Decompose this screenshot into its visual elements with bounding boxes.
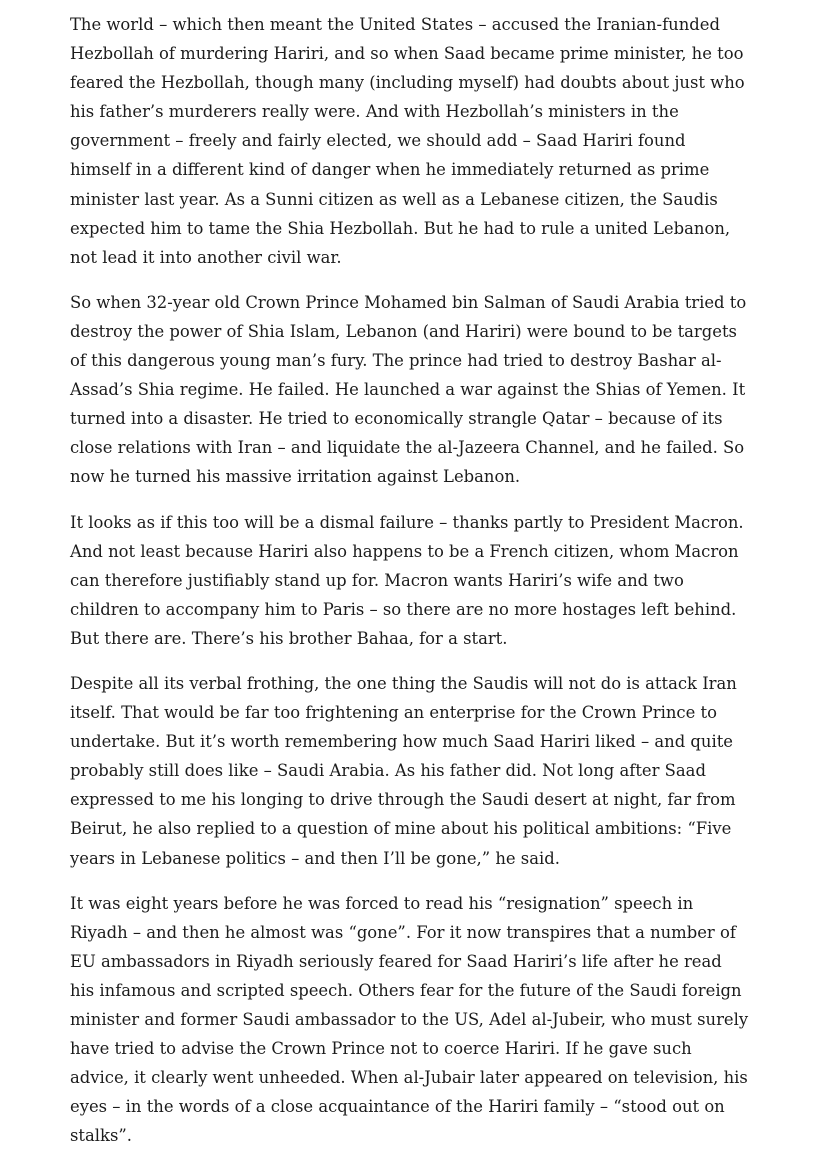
paragraph-1: The world – which then meant the United States – accused the Iranian-funded Hezbollah of murdering Hariri, and so when Saad became prime minister, he too feared the Hezbollah, though many (including myself) had doubts about just who his father’s murderers really were. And with Hezbollah’s ministers in the government – freely and fairly elected, we should add – Saad Hariri found himself in a different kind of danger when he immediately returned as prime minister last year. As a Sunni citizen as well as a Lebanese citizen, the Saudis expected him to tame the Shia Hezbollah. But he had to rule a united Lebanon, not lead it into another civil war. xyxy=(70,15,745,267)
paragraph-5: It was eight years before he was forced to read his “resignation” speech in Riyadh – and then he almost was “gone”. For it now transpires that a number of EU ambassadors in Riyadh seriously feared for Saad Hariri’s life after he read his infamous and scripted speech. Others fear for the future of the Saudi foreign minister and former Saudi ambassador to the US, Adel al-Jubeir, who must surely have tried to advise the Crown Prince not to coerce Hariri. If he gave such advice, it clearly went unheeded. When al-Jubair later appeared on television, his eyes – in the words of a close acquaintance of the Hariri family – “stood out on stalks”. xyxy=(70,893,749,1146)
paragraph-4: Despite all its verbal frothing, the one thing the Saudis will not do is attack Iran itself. That would be far too frightening an enterprise for the Crown Prince to undertake. But it’s worth remembering how much Saad Hariri liked – and quite probably still does like – Saudi Arabia. As his father did. Not long after Saad expressed to me his longing to drive through the Saudi desert at night, far from Beirut, he also replied to a question of mine about his political ambitions: “Five years in Lebanese politics – and then I’ll be gone,” he said. xyxy=(70,673,737,868)
paragraph-3: It looks as if this too will be a dismal failure – thanks partly to President Macron. And not least because Hariri also happens to be a French citizen, whom Macron can therefore justifiably stand up for. Macron wants Hariri’s wife and two children to accompany him to Paris – so there are no more hostages left behind. But there are. There’s his brother Bahaa, for a start. xyxy=(70,512,744,648)
paragraph-2: So when 32-year old Crown Prince Mohamed bin Salman of Saudi Arabia tried to destroy the power of Shia Islam, Lebanon (and Hariri) were bound to be targets of this dangerous young man’s fury. The prince had tried to destroy Bashar al-Assad’s Shia regime. He failed. He launched a war against the Shias of Yemen. It turned into a disaster. He tried to economically strangle Qatar – because of its close relations with Iran – and liquidate the al-Jazeera Channel, and he failed. So now he turned his massive irritation against Lebanon. xyxy=(70,292,747,487)
article-body xyxy=(70,10,750,1166)
